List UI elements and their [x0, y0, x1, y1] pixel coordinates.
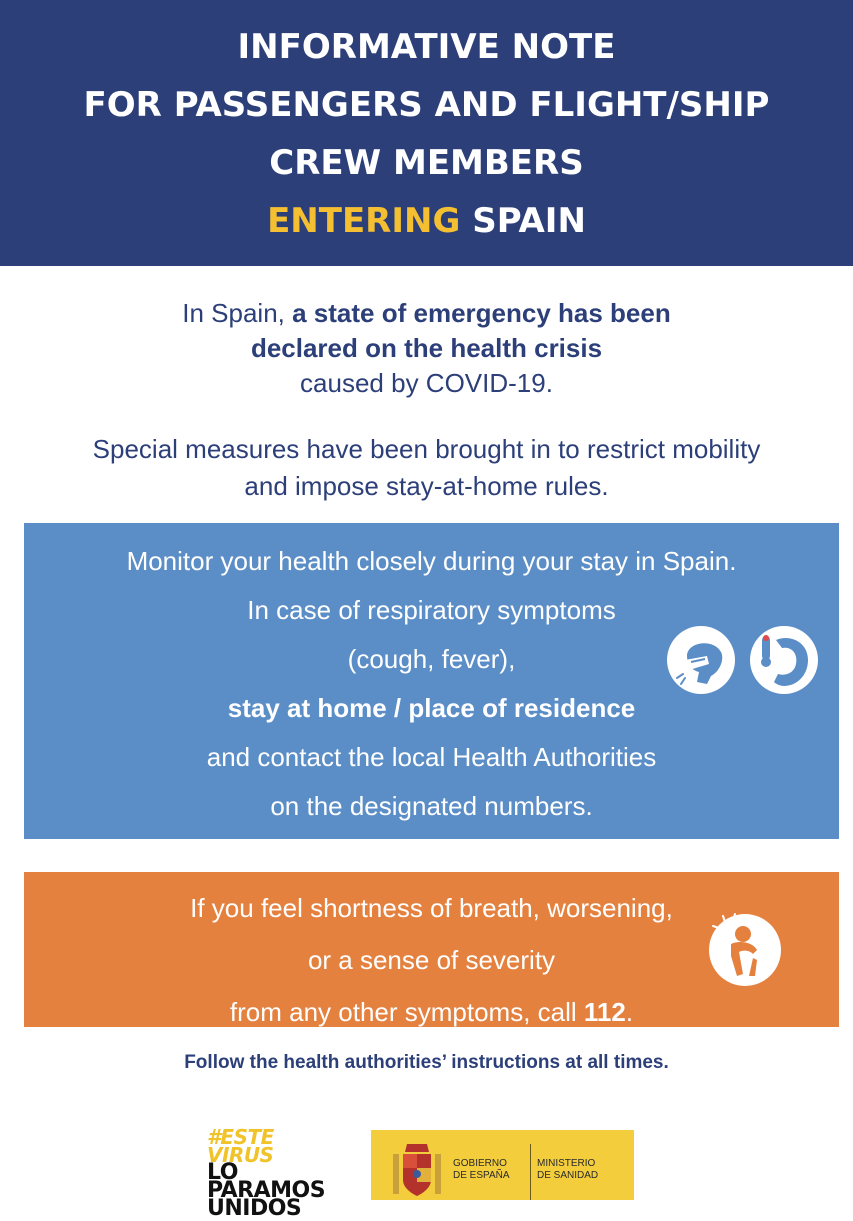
- title-line-1: INFORMATIVE NOTE: [237, 27, 616, 67]
- monitor-line-1: Monitor your health closely during your stay in Spain.: [126, 546, 737, 576]
- gobierno-line-2: DE ESPAÑA: [453, 1170, 510, 1181]
- campaign-line-3: UNIDOS: [207, 1196, 302, 1221]
- cough-icon: [667, 626, 735, 694]
- divider: [530, 1144, 531, 1200]
- emergency-line-1: If you feel shortness of breath, worsening,: [190, 893, 673, 923]
- measures-line-1: Special measures have been brought in to restrict mobility: [92, 434, 761, 464]
- monitor-line-2: In case of respiratory symptoms: [247, 595, 616, 625]
- campaign-line-2: PARAMOS: [207, 1178, 326, 1203]
- header-banner: [0, 0, 853, 266]
- emergency-line-3-prefix: from any other symptoms, call: [229, 997, 584, 1027]
- emergency-line-2: or a sense of severity: [307, 945, 556, 975]
- gobierno-line-1: GOBIERNO: [453, 1158, 507, 1169]
- campaign-hashtag-2: VIRUS: [207, 1143, 274, 1167]
- monitor-line-5: and contact the local Health Authorities: [206, 742, 657, 772]
- monitor-line-3: (cough, fever),: [347, 644, 516, 674]
- fever-icon: [750, 626, 818, 694]
- ministerio-line-1: MINISTERIO: [537, 1158, 596, 1169]
- emergency-call-box: [24, 872, 839, 1027]
- emergency-number: 112: [583, 997, 626, 1027]
- emergency-line-3: [24, 986, 839, 1038]
- coat-of-arms-icon: [389, 1140, 445, 1200]
- intro-prefix: In Spain,: [182, 298, 293, 328]
- title-highlight: ENTERING: [267, 201, 461, 241]
- monitor-stay-home: stay at home / place of residence: [227, 693, 636, 723]
- title-line-3: CREW MEMBERS: [269, 143, 584, 183]
- follow-instructions: Follow the health authorities’ instructions at all times.: [184, 1052, 669, 1073]
- ministerio-line-2: DE SANIDAD: [537, 1170, 599, 1181]
- intro-line-1: [0, 296, 853, 331]
- emergency-intro: [0, 296, 853, 401]
- breathless-icon: [709, 914, 781, 986]
- title-line-4-rest: SPAIN: [460, 201, 586, 241]
- measures-text: [0, 431, 853, 505]
- intro-bold-2: declared on the health crisis: [250, 333, 603, 363]
- measures-line-2: and impose stay-at-home rules.: [244, 471, 609, 501]
- government-logo: [371, 1130, 634, 1200]
- gobierno-label: [453, 1158, 527, 1182]
- intro-line-2: [0, 331, 853, 366]
- intro-line-3: caused by COVID-19.: [300, 368, 553, 398]
- monitor-health-box: [24, 523, 839, 839]
- title-line-4: [0, 192, 853, 250]
- campaign-hashtag-1: #ESTE: [207, 1125, 274, 1149]
- intro-bold-1: a state of emergency has been: [292, 298, 671, 328]
- monitor-line-6: on the designated numbers.: [270, 791, 593, 821]
- emergency-line-3-suffix: .: [625, 997, 634, 1027]
- ministerio-label: [537, 1158, 627, 1182]
- campaign-logo: [207, 1125, 357, 1221]
- campaign-line-1: LO: [207, 1160, 238, 1185]
- title-line-2: FOR PASSENGERS AND FLIGHT/SHIP: [83, 85, 770, 125]
